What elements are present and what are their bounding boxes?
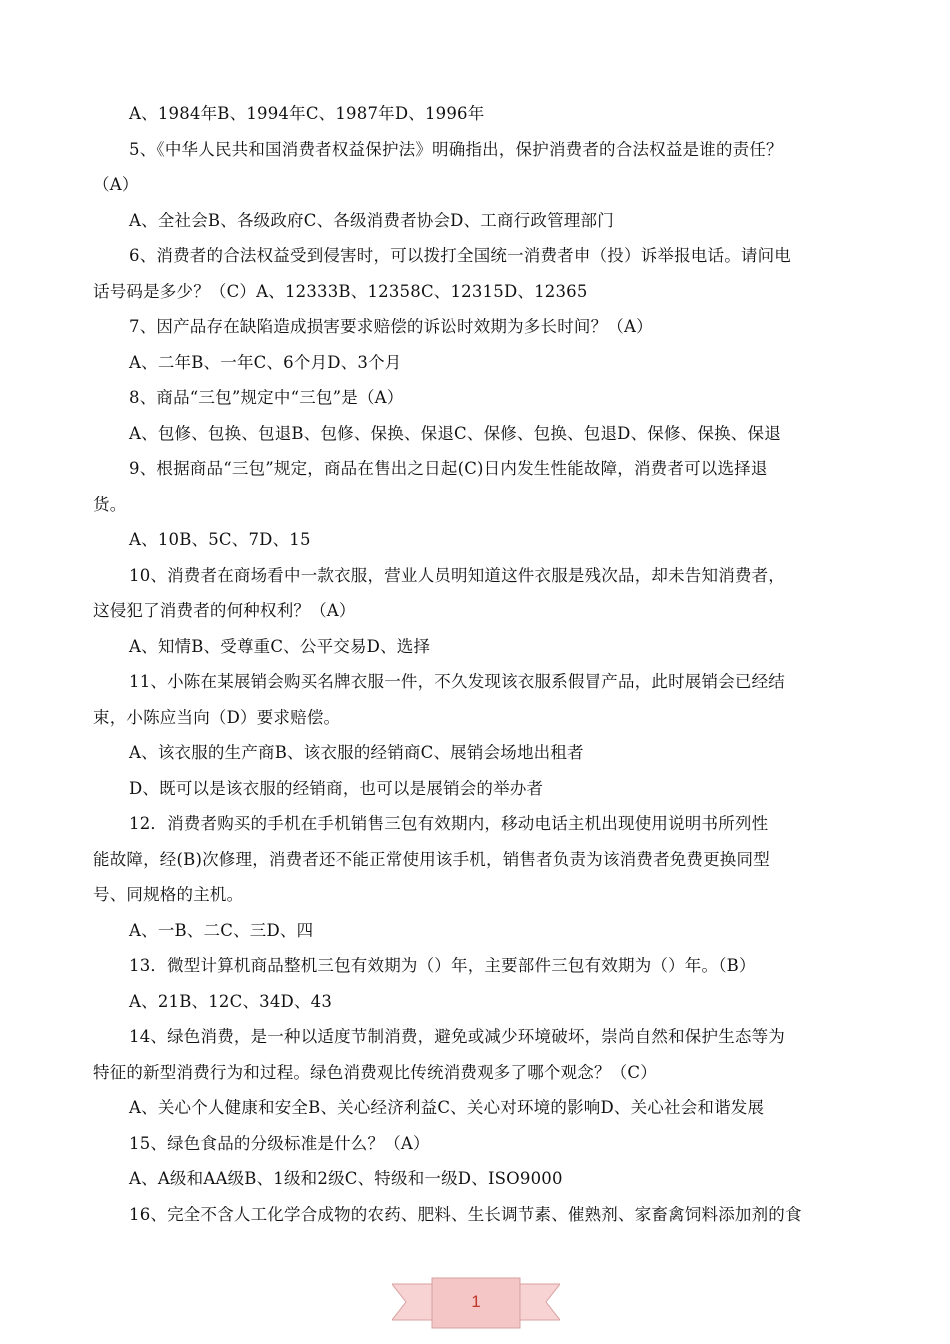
text-line: 14、绿色消费，是一种以适度节制消费，避免或减少环境破坏，崇尚自然和保护生态等为 — [129, 1027, 785, 1046]
text-line: A、知情B、受尊重C、公平交易D、选择 — [129, 636, 431, 656]
page-number: 1 — [471, 1292, 481, 1311]
text-line: A、10B、5C、7D、15 — [129, 530, 311, 549]
text-line: 7、因产品存在缺陷造成损害要求赔偿的诉讼时效期为多长时间？（A） — [129, 317, 653, 336]
text-line: 话号码是多少？（C）A、12333B、12358C、12315D、12365 — [93, 281, 588, 301]
text-line: A、1984年B、1994年C、1987年D、1996年 — [129, 104, 485, 123]
text-line: （A） — [93, 175, 139, 194]
text-line: D、既可以是该衣服的经销商，也可以是展销会的举办者 — [129, 778, 544, 798]
text-line: 能故障，经(B)次修理，消费者还不能正常使用该手机，销售者负责为该消费者免费更换同型 — [93, 849, 770, 869]
text-line: 6、消费者的合法权益受到侵害时，可以拨打全国统一消费者申（投）诉举报电话。请问电 — [129, 246, 791, 265]
text-line: 这侵犯了消费者的何种权利？（A） — [93, 601, 356, 620]
text-line: A、21B、12C、34D、43 — [129, 991, 333, 1011]
text-line: A、关心个人健康和安全B、关心经济利益C、关心对环境的影响D、关心社会和谐发展 — [129, 1098, 765, 1117]
text-line: A、一B、二C、三D、四 — [129, 920, 314, 940]
text-line: 货。 — [93, 494, 127, 514]
text-line: A、A级和AA级B、1级和2级C、特级和一级D、ISO9000 — [129, 1169, 563, 1188]
text-line: 10、消费者在商场看中一款衣服，营业人员明知道这件衣服是残次品，却未告知消费者， — [129, 565, 785, 585]
text-line: 束，小陈应当向（D）要求赔偿。 — [93, 707, 341, 727]
text-line: 13．微型计算机商品整机三包有效期为（）年，主要部件三包有效期为（）年。（B） — [129, 956, 756, 975]
page-footer — [392, 1276, 560, 1338]
text-line: 特征的新型消费行为和过程。绿色消费观比传统消费观多了哪个观念？（C） — [93, 1062, 657, 1082]
body-text — [93, 96, 863, 1232]
text-line: 9、根据商品“三包”规定，商品在售出之日起(C)日内发生性能故障，消费者可以选择退 — [129, 459, 768, 478]
text-line: 号、同规格的主机。 — [93, 885, 244, 904]
text-line: A、该衣服的生产商B、该衣服的经销商C、展销会场地出租者 — [129, 743, 584, 762]
text-line: 11、小陈在某展销会购买名牌衣服一件，不久发现该衣服系假冒产品，此时展销会已经结 — [129, 672, 785, 691]
text-line: 12．消费者购买的手机在手机销售三包有效期内，移动电话主机出现使用说明书所列性 — [129, 814, 769, 833]
text-line: 16、完全不含人工化学合成物的农药、肥料、生长调节素、催熟剂、家畜禽饲料添加剂的食 — [129, 1204, 802, 1224]
text-line: A、全社会B、各级政府C、各级消费者协会D、工商行政管理部门 — [129, 210, 614, 230]
text-line: 8、商品“三包”规定中“三包”是（A） — [129, 388, 404, 407]
text-line: 5、《中华人民共和国消费者权益保护法》明确指出，保护消费者的合法权益是谁的责任？ — [129, 139, 783, 159]
text-line: A、二年B、一年C、6个月D、3个月 — [129, 352, 402, 372]
text-line: A、包修、包换、包退B、包修、保换、保退C、保修、包换、包退D、保修、保换、保退 — [129, 423, 781, 443]
text-line: 15、绿色食品的分级标准是什么？（A） — [129, 1133, 430, 1153]
